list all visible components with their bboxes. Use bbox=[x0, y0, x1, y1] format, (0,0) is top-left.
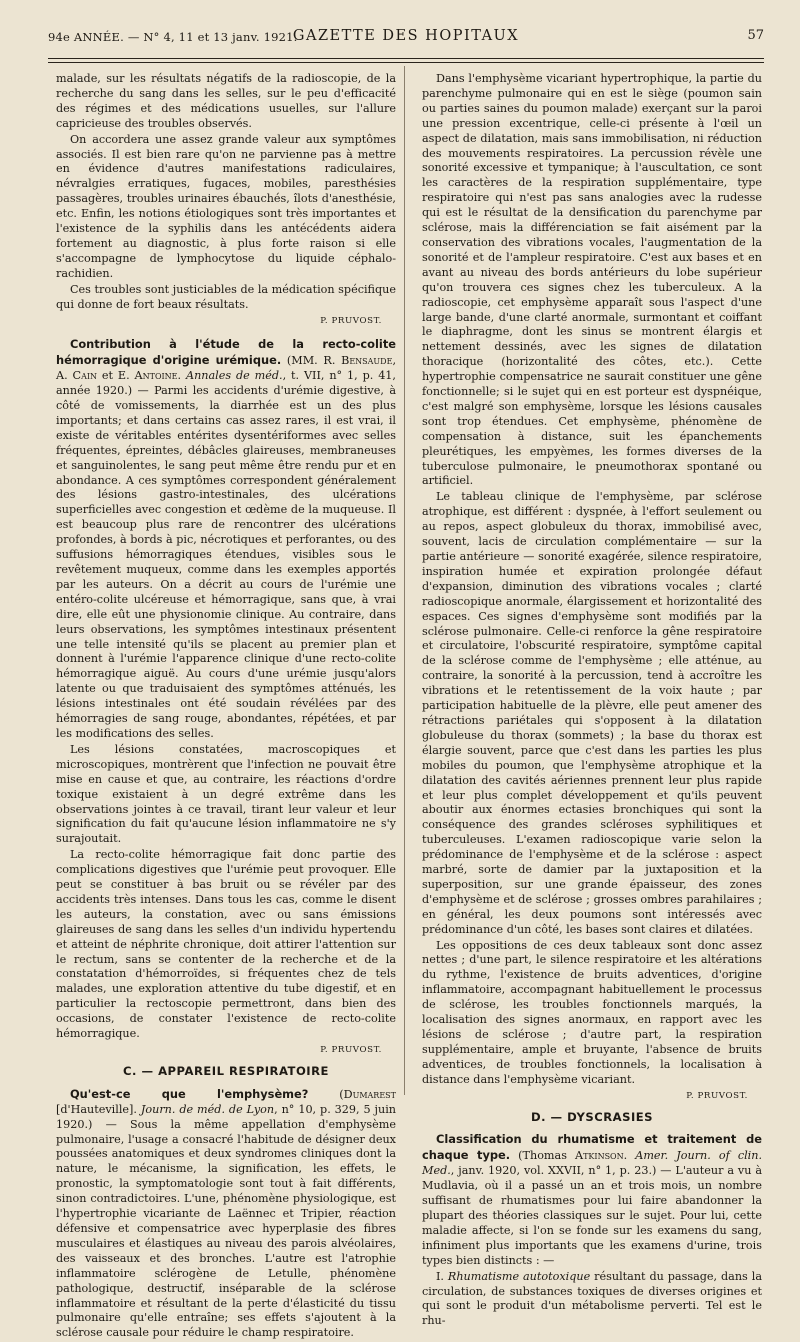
paragraph: Ces troubles sont justiciables de la médication spécifique qui donne de fort beaux résultats. bbox=[56, 282, 396, 311]
right-column bbox=[422, 72, 762, 1330]
column-divider bbox=[404, 66, 405, 1095]
running-header bbox=[48, 26, 764, 48]
section-heading-dyscrasies: D. — DYSCRASIES bbox=[530, 1109, 654, 1124]
paragraph: malade, sur les résultats négatifs de la radioscopie, de la recherche du sang dans les selles, sur le peu d'efficacité des régimes et des médications usuelles, sur l'allure capricieuse des troubles observés. bbox=[56, 72, 396, 130]
author: Antoine bbox=[134, 369, 178, 383]
paragraph: Les lésions constatées, macroscopiques et microscopiques, montrèrent que l'infection ne pouvait être mise en cause et que, au contraire, les réactions d'ordre toxique existaient à un degré extrême dans les observations jointes à ce travail, tirant leur valeur et leur signification du fait qu'aucune lésion inflammatoire ne s'y surajoutait. bbox=[56, 742, 396, 846]
paragraph: Dans l'emphysème vicariant hypertrophique, la partie du parenchyme pulmonaire qui en est le siège (poumon sain ou parties saines du poumon malade) exerçant sur la paroi une pression excentrique, celle-ci présente à l'œil un aspect de dilatation, mais sans immobilisation, ni réduction des mouvements respiratoires. La percussion révèle une sonorité excessive et tympanique; à l'auscultation, ce sont les caractères de la respiration supplémentaire, type respiratoire qui n'est pas sans analogies avec la rudesse qui est le résultat de la densification du parenchyme par sclérose, mais la différenciation se fait aisément par la conservation des vibrations vocales, l'augmentation de la sonorité et de l'ampleur respiratoire. C'est aux bases et en avant au niveau des bords antérieurs du lobe supérieur qu'on trouvera ces signes chez les tuberculeux. A la radioscopie, cet emphysème apparaît sous l'aspect d'une large bande, d'une clarté anormale, surmontant et coiffant le diaphragme, dont les sinus se montrent élargis et nettement dessinés, avec les signes de dilatation thoracique (horizontalité des côtes, etc.). Cette hypertrophie compensatrice ne saurait constituer une gêne fonctionnelle; si le sujet qui en est porteur est dyspnéique, c'est malgré son emphysème, lorsque les lésions causales sont trop étendues. Cet emphysème, phénomène de compensation à distance, suit les épanchements pleurétiques, les empyèmes, les formes diverses de la tuberculose pulmonaire, le pneumothorax spontané ou artificiel. bbox=[422, 72, 762, 488]
journal-name: Annales de méd. bbox=[185, 369, 283, 383]
author: Atkinson bbox=[575, 1149, 624, 1163]
article-title: Contribution à l'étude de la recto-colite hémorragique d'origine urémique. bbox=[56, 337, 396, 368]
author: Bensaude bbox=[341, 354, 393, 368]
signature: P. PRUVOST. bbox=[320, 1045, 382, 1055]
journal-title: GAZETTE DES HOPITAUX bbox=[292, 28, 520, 44]
issue-info: 94e ANNÉE. — N° 4, 11 et 13 janv. 1921. bbox=[48, 30, 298, 44]
signature: P. PRUVOST. bbox=[686, 1090, 748, 1101]
paragraph: Le tableau clinique de l'emphysème, par sclérose atrophique, est différent : dyspnée, à l'effort seulement ou au repos, aspect globuleux du thorax, immobilisé avec, souvent, lacis de circulation complémentaire — sur la partie antérieure — sonorité exagérée, silence respiratoire, inspiration humée et expiration prolongée défaut d'expansion, diminution des vibrations vocales ; clarté radioscopique anormale, élargissement et horizontalité des espaces. Ces signes d'emphysème sont modifiés par la sclérose pulmonaire. Celle-ci renforce la gêne respiratoire et circulatoire, l'obscurité respiratoire, symptôme capital de la sclérose comme de l'emphysème ; elle atténue, au contraire, la sonorité à la percussion, tend à accroître les vibrations et le retentissement de la voix haute ; par participation habituelle de la plèvre, elle peut amener des rétractions pariétales qui s'opposent à la dilatation globuleuse du thorax (sommets) ; la base du thorax est élargie souvent, parce que c'est dans les parties les plus mobiles du poumon, que l'emphysème atrophique et la dilatation des cavités aériennes prennent leur plus rapide et leur plus complet développement et qu'ils peuvent aboutir aux énormes ectasies bronchiques qui sont la conséquence des grandes scléroses syphilitiques et tuberculeuses. L'examen radioscopique varie selon la prédominance de l'emphysème et de la sclérose : aspect marbré, sorte de damier par la juxtaposition et la superposition, sur une grande épaisseur, des zones d'emphysème et de sclérose ; grosses ombres parahilaires ; en général, les deux poumons sont intéressés avec prédominance d'un côté, les bases sont claires et dilatées. bbox=[422, 490, 762, 936]
section-heading-respiratoire: C. — APPAREIL RESPIRATOIRE bbox=[123, 1063, 329, 1078]
journal-name: Amer. Journ. of clin. Med. bbox=[422, 1149, 762, 1178]
paragraph: La recto-colite hémorragique fait donc partie des complications digestives que l'urémie peut provoquer. Elle peut se constituer à bas bruit ou se révéler par des accidents très intenses. Dans tous les cas, comme le disent les auteurs, la constation, avec ou sans émissions glaireuses de sang dans les selles d'un individu hypertendu et atteint de néphrite chronique, doit attirer l'attention sur le rectum, sans se contenter de la recherche et de la constatation d'hémorroïdes, si fréquentes chez de tels malades, une exploration attentive du tube digestif, et en particulier la rectoscopie permettront, dans bien des occasions, de constater l'existence de recto-colite hémorragique. bbox=[56, 848, 396, 1041]
article-title: Qu'est-ce que l'emphysème? bbox=[70, 1086, 309, 1101]
list-item: I. Rhumatisme autotoxique résultant du passage, dans la circulation, de substances toxiques de diverses origines et qui sont le produit d'un métabolisme perverti. Tel est le rhu- bbox=[422, 1269, 762, 1328]
author: Dumarest bbox=[343, 1087, 396, 1101]
paragraph: On accordera une assez grande valeur aux symptômes associés. Il est bien rare qu'on ne parvienne pas à mettre en évidence d'autres manifestations radiculaires, névralgies erratiques, fugaces, mobiles, paresthésies passagères, troubles urinaires ébauchés, îlots d'anesthésie, etc. Enfin, les notions étiologiques sont très importantes et l'existence de la syphilis dans les antécédents aidera fortement au diagnostic, à plus forte raison si elle s'accompagne de lymphocytose du liquide céphalo-rachidien. bbox=[56, 132, 396, 280]
signature: P. PRUVOST. bbox=[320, 315, 382, 326]
paragraph: Les oppositions de ces deux tableaux sont donc assez nettes ; d'une part, le silence respiratoire et les altérations du rythme, l'existence de bruits adventices, d'origine inflammatoire, accompagnant habituellement le processus de sclérose, les troubles fonctionnels marqués, la localisation des signes anormaux, en rapport avec les lésions de sclérose ; d'autre part, la respiration supplémentaire, ample et bruyante, l'absence de bruits adventices, de troubles fonctionnels, la localisation à distance dans l'emphysème vicariant. bbox=[422, 938, 762, 1086]
article-emphyseme: Qu'est-ce que l'emphysème? (Dumarest [d'Hauteville]. Journ. de méd. de Lyon, n° 10, p. 329, 5 juin 1920.) — Sous la même appellation d'emphysème pulmonaire, l'usage a consacré l'habitude de désigner deux poussées anatomiques et deux syndromes cliniques dont la nature, le mécanisme, la signification, les effets, le pronostic, la symptomatologie sont tout à fait différents, sinon contradictoires. L'une, phénomène physiologique, est l'hypertrophie vicariante de Laënnec et Tripier, réaction défensive et compensatrice avec hyperplasie des fibres musculaires et élastiques au niveau des parois alvéolaires, des vaisseaux et des bronches. L'autre est l'atrophie inflammatoire sclérogène de Letulle, phénomène pathologique, destructif, inséparable de la sclérose inflammatoire et résultant de la perte d'élasticité du tissu pulmonaire qu'elle entraîne; ses effets s'ajoutent à la sclérose causale pour réduire le champ respiratoire. bbox=[56, 1086, 397, 1340]
journal-name: Journ. de méd. de Lyon bbox=[140, 1102, 275, 1116]
left-column bbox=[56, 72, 396, 1342]
article-rhumatisme: Classification du rhumatisme et traitement de chaque type. (Thomas Atkinson. Amer. Journ. of clin. Med., janv. 1920, vol. XXVII, n° 1, p. 23.) — L'auteur a vu à Mudlavia, où il a passé un an et trois mois, un nombre suffisant de rhumatismes pour lui faire abandonner la plupart des théories classiques sur le sujet. Pour lui, cette maladie affecte, si l'on se fonde sur les examens du sang, infiniment plus importants que les examens d'urine, trois types bien distincts : — bbox=[422, 1132, 762, 1267]
article-recto-colite: Contribution à l'étude de la recto-colite hémorragique d'origine urémique. (MM. R. Bensaude, A. Cain et E. Antoine. Annales de méd., t. VII, n° 1, p. 41, année 1920.) — Parmi les accidents d'urémie digestive, à côté de vomissements, la diarrhée est un des plus importants; et dans certains cas assez rares, il est vrai, il existe de véritables entérites dysentériformes avec selles fréquentes, épreintes, débâcles glaireuses, membraneuses et sanguinolentes, le sang peut même être rendu pur et en abondance. A ces symptômes correspondent généralement des lésions gastro-intestinales, des ulcérations superficielles avec congestion et œdème de la muqueuse. Il est beaucoup plus rare de rencontrer des ulcérations profondes, à bords à pic, nécrotiques et perforantes, ou des suffusions hémorragiques étendues, visibles sous le revêtement muqueux, comme dans les exemples apportés par les auteurs. On a décrit au cours de l'urémie une entéro-colite ulcéreuse et hémorragique, sans que, à vrai dire, elle eût une physionomie clinique. Au contraire, dans leurs observations, les symptômes intestinaux présentent une telle intensité qu'ils se placent au premier plan et donnent à l'urémie l'apparence clinique d'une recto-colite hémorragique aiguë. Au cours d'une urémie jusqu'alors latente ou que traduisaient des symptômes atténués, les lésions intestinales ont été soudain révélées par des hémorragies de sang rouge, abondantes, répétées, et par les modifications des selles. bbox=[56, 337, 396, 740]
article-title: Classification du rhumatisme et traitement de chaque type. bbox=[422, 1132, 762, 1163]
author: Cain bbox=[72, 369, 98, 383]
page-number: 57 bbox=[747, 28, 764, 43]
header-rule-bottom bbox=[48, 62, 764, 63]
header-rule-top bbox=[48, 58, 764, 59]
